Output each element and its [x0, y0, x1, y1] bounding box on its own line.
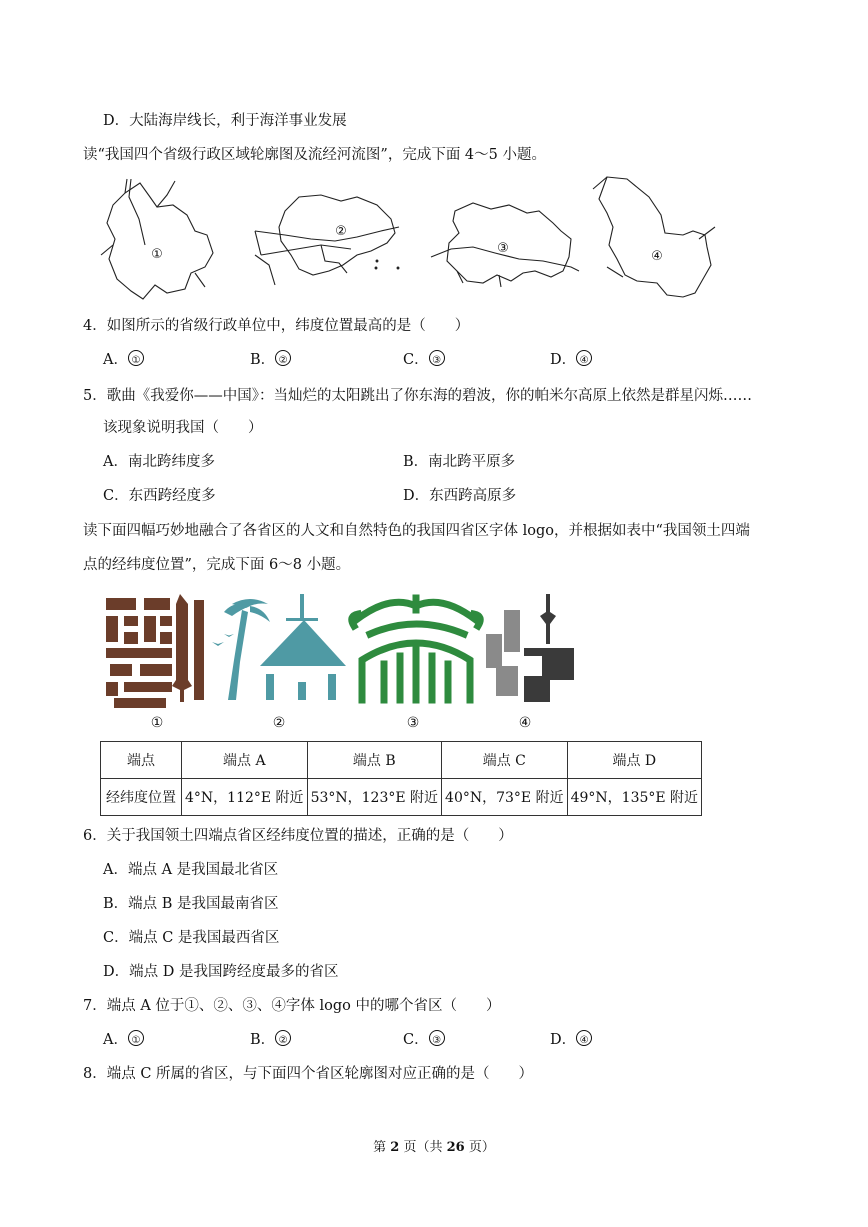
q7-option-b[interactable]: B． ② [250, 1030, 291, 1050]
map-label-2: ② [335, 224, 347, 239]
q5-stem-line2: 该现象说明我国（ ） [103, 420, 263, 436]
circle-mark: ② [275, 1030, 291, 1046]
page-number: 2 [390, 1140, 400, 1155]
q5-option-b[interactable]: B．南北跨平原多 [403, 454, 516, 470]
logo-label-3: ③ [406, 715, 420, 731]
province-outline-1 [107, 183, 213, 299]
logo-1-bronze-ornament [106, 594, 204, 708]
table-header-cell: 端点 B [307, 742, 441, 779]
q3-option-d: D．大陆海岸线长，利于海洋事业发展 [103, 113, 347, 129]
q6-option-b[interactable]: B．端点 B 是我国最南省区 [103, 896, 279, 912]
province-outline-4 [599, 177, 711, 297]
q5-option-c[interactable]: C．东西跨经度多 [103, 488, 216, 504]
q5-stem-line1: 5．歌曲《我爱你——中国》：当灿烂的太阳跳出了你东海的碧波，你的帕米尔高原上依然是群星闪烁…… [83, 388, 752, 404]
circle-mark: ④ [576, 1030, 592, 1046]
logo-label-1: ① [150, 715, 164, 731]
table-header-cell: 端点 C [442, 742, 568, 779]
circle-mark: ③ [429, 350, 445, 366]
circle-mark: ③ [429, 1030, 445, 1046]
page-footer: 第 2 页（共 26 页） [373, 1140, 495, 1155]
table-cell: 53°N，123°E 附近 [307, 779, 441, 816]
table-cell: 49°N，135°E 附近 [567, 779, 701, 816]
q7-option-d[interactable]: D． ④ [550, 1030, 592, 1050]
q6-option-a[interactable]: A．端点 A 是我国最北省区 [103, 862, 279, 878]
q4-option-d[interactable]: D． ④ [550, 350, 592, 370]
q7-option-c[interactable]: C． ③ [403, 1030, 445, 1050]
endpoint-coordinate-table [100, 741, 702, 816]
logo-4-skyline [486, 594, 574, 702]
q5-option-d[interactable]: D．东西跨高原多 [403, 488, 517, 504]
q6-stem: 6．关于我国领土四端点省区经纬度位置的描述，正确的是（ ） [83, 828, 513, 844]
table-row [101, 779, 702, 816]
q4-option-c[interactable]: C． ③ [403, 350, 445, 370]
q4-option-a[interactable]: A． ① [103, 350, 144, 370]
province-outline-3 [447, 203, 571, 283]
intro-4-5: 读“我国四个省级行政区域轮廓图及流经河流图”，完成下面 4～5 小题。 [83, 147, 546, 163]
table-header-cell: 端点 D [567, 742, 701, 779]
intro-6-8-line2: 点的经纬度位置”，完成下面 6～8 小题。 [83, 557, 351, 573]
map-label-1: ① [151, 247, 163, 262]
table-header-row [101, 742, 702, 779]
q4-stem: 4．如图所示的省级行政单位中，纬度位置最高的是（ ） [83, 318, 470, 334]
table-cell: 4°N，112°E 附近 [182, 779, 308, 816]
q7-options [103, 1030, 823, 1050]
logo-label-4: ④ [518, 715, 532, 731]
q4-options [103, 350, 823, 370]
q6-option-c[interactable]: C．端点 C 是我国最西省区 [103, 930, 280, 946]
q4-option-b[interactable]: B． ② [250, 350, 291, 370]
province-font-logos [100, 590, 590, 735]
table-header-cell: 端点 A [182, 742, 308, 779]
circle-mark: ② [275, 350, 291, 366]
q8-stem: 8．端点 C 所属的省区，与下面四个省区轮廓图对应正确的是（ ） [83, 1066, 534, 1082]
table-header-cell: 端点 [101, 742, 182, 779]
table-cell: 40°N，73°E 附近 [442, 779, 568, 816]
logo-label-2: ② [272, 715, 286, 731]
circle-mark: ① [128, 1030, 144, 1046]
total-pages: 26 [446, 1140, 465, 1155]
intro-6-8-line1: 读下面四幅巧妙地融合了各省区的人文和自然特色的我国四省区字体 logo，并根据如表中“我国领土四端 [83, 523, 750, 539]
circle-mark: ① [128, 350, 144, 366]
q5-option-a[interactable]: A．南北跨纬度多 [103, 454, 215, 470]
logo-2-palm-hut [212, 594, 346, 700]
q5-options-row1 [103, 452, 823, 472]
q7-option-a[interactable]: A． ① [103, 1030, 144, 1050]
map-label-4: ④ [651, 249, 663, 264]
map-label-3: ③ [497, 241, 509, 256]
q6-option-d[interactable]: D．端点 D 是我国跨经度最多的省区 [103, 964, 339, 980]
q7-stem: 7．端点 A 位于①、②、③、④字体 logo 中的哪个省区（ ） [83, 998, 501, 1014]
logo-3-green-ornate [352, 598, 481, 700]
q5-options-row2 [103, 486, 823, 506]
province-outline-maps [95, 175, 735, 307]
table-cell: 经纬度位置 [101, 779, 182, 816]
circle-mark: ④ [576, 350, 592, 366]
